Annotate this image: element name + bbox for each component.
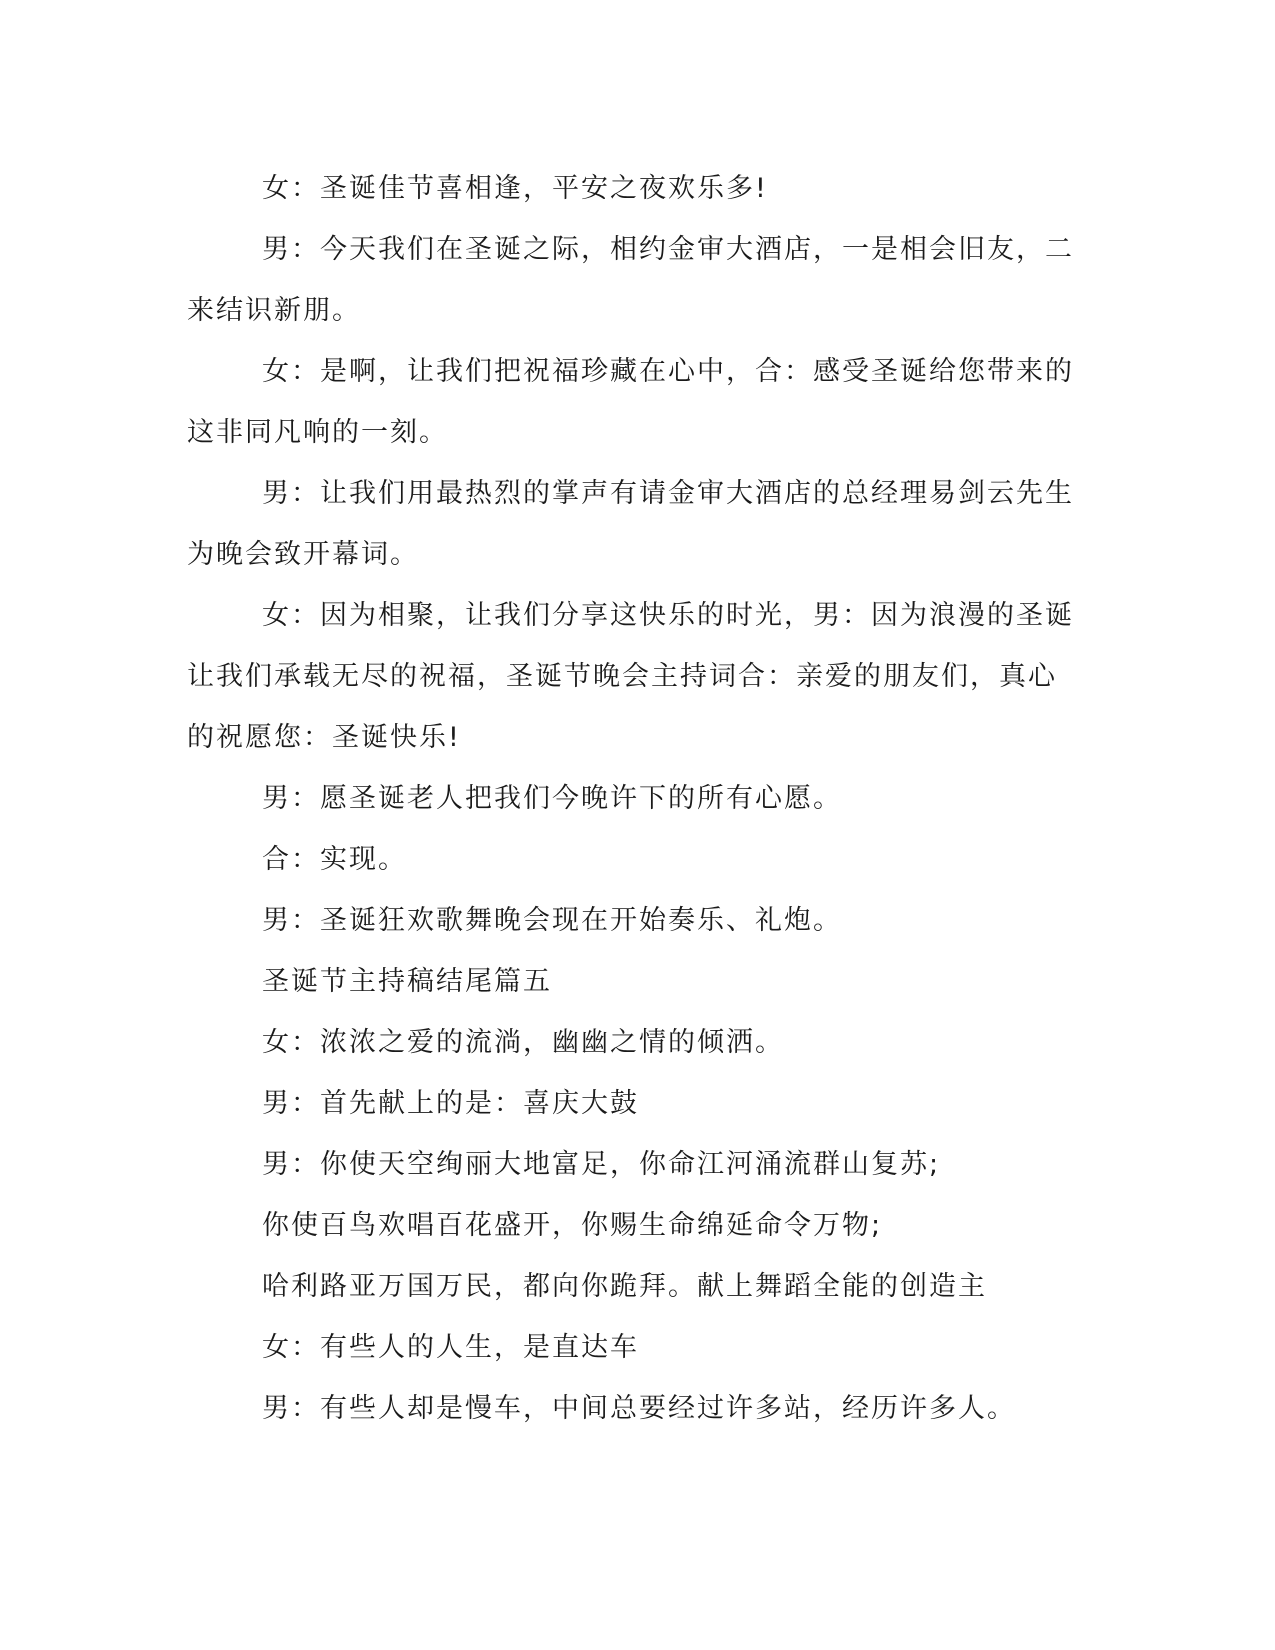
document-body (187, 158, 1074, 1439)
dialogue-line: 男：有些人却是慢车，中间总要经过许多站，经历许多人。 (262, 1393, 1016, 1424)
dialogue-line: 男：让我们用最热烈的掌声有请金审大酒店的总经理易剑云先生 (262, 478, 1074, 509)
dialogue-line: 男：圣诞狂欢歌舞晚会现在开始奏乐、礼炮。 (262, 905, 842, 936)
dialogue-line: 女：圣诞佳节喜相逢，平安之夜欢乐多! (262, 173, 768, 204)
dialogue-line: 女：因为相聚，让我们分享这快乐的时光，男：因为浪漫的圣诞 (262, 600, 1074, 631)
dialogue-line: 男：今天我们在圣诞之际，相约金审大酒店，一是相会旧友，二 (262, 234, 1074, 265)
section-heading: 圣诞节主持稿结尾篇五 (262, 966, 552, 997)
dialogue-line: 男：愿圣诞老人把我们今晚许下的所有心愿。 (262, 783, 842, 814)
dialogue-line: 男：你使天空绚丽大地富足，你命江河涌流群山复苏; (262, 1149, 941, 1180)
dialogue-line: 女：浓浓之爱的流淌，幽幽之情的倾洒。 (262, 1027, 784, 1058)
dialogue-line-continuation: 来结识新朋。 (187, 295, 361, 326)
verse-line: 你使百鸟欢唱百花盛开，你赐生命绵延命令万物; (262, 1210, 883, 1241)
verse-line: 哈利路亚万国万民，都向你跪拜。献上舞蹈全能的创造主 (262, 1271, 987, 1302)
dialogue-line-continuation: 让我们承载无尽的祝福，圣诞节晚会主持词合：亲爱的朋友们，真心 (187, 661, 1057, 692)
dialogue-line-continuation: 为晚会致开幕词。 (187, 539, 419, 570)
dialogue-line-continuation: 这非同凡响的一刻。 (187, 417, 448, 448)
dialogue-line: 女：有些人的人生，是直达车 (262, 1332, 639, 1363)
dialogue-line: 合：实现。 (262, 844, 407, 875)
dialogue-line-continuation: 的祝愿您：圣诞快乐! (187, 722, 461, 753)
dialogue-line: 男：首先献上的是：喜庆大鼓 (262, 1088, 639, 1119)
dialogue-line: 女：是啊，让我们把祝福珍藏在心中，合：感受圣诞给您带来的 (262, 356, 1074, 387)
